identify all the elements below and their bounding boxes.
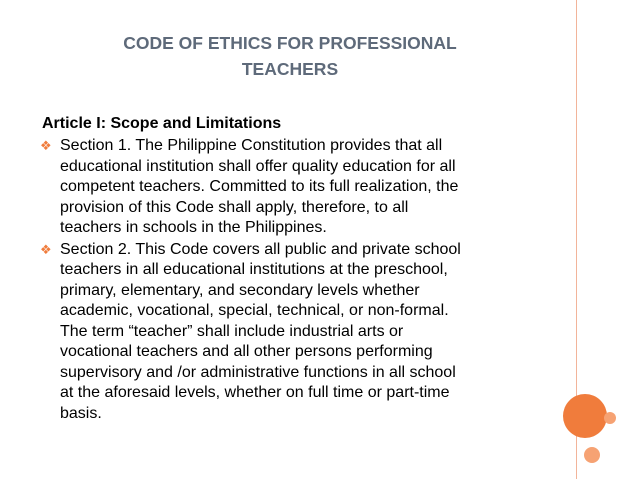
bullet-icon: ❖ [40,138,52,153]
article-heading: Article I: Scope and Limitations [42,115,282,132]
slide-title [60,30,520,82]
bullet-icon: ❖ [40,241,52,257]
section-line: at the aforesaid levels, whether on full time or part-time [60,384,450,401]
section-line: educational institution shall offer quality education for all [60,157,456,175]
decorative-circle-medium [584,447,600,463]
section-line: primary, elementary, and secondary levels whether [60,281,420,299]
section-line: provision of this Code shall apply, therefore, to all [60,198,409,216]
slide-body [40,113,572,424]
decorative-circle-small [604,412,616,424]
sections-list [40,136,572,424]
section-line: teachers in all educational institutions at the preschool, [60,261,448,278]
slide-title-line: CODE OF ETHICS FOR PROFESSIONAL [123,32,457,53]
section-line: basis. [60,404,102,422]
section-line: supervisory and /or administrative functions in all school [60,363,456,381]
section-item-2 [40,240,572,425]
section-line: teachers in schools in the Philippines. [60,219,327,236]
section-line: The term “teacher” shall include industrial arts or [60,322,404,340]
section-item-1 [40,136,572,239]
section-line: vocational teachers and all other persons performing [60,343,433,360]
section-line: competent teachers. Committed to its full realization, the [60,178,459,195]
section-line: academic, vocational, special, technical, or non-formal. [60,302,449,319]
slide-title-line: TEACHERS [241,58,339,79]
section-line: Section 2. This Code covers all public and private school [60,240,461,258]
section-line: Section 1. The Philippine Constitution provides that all [60,137,443,154]
